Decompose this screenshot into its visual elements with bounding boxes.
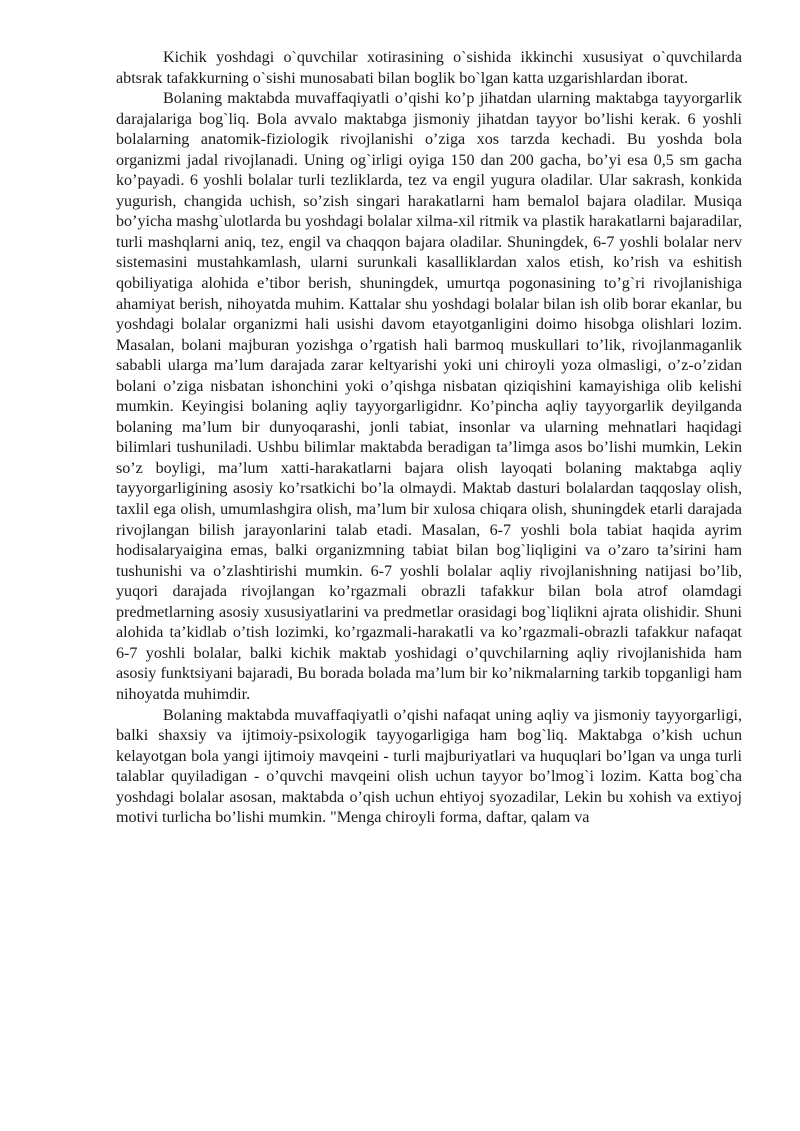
paragraph: Kichik yoshdagi o`quvchilar xotirasining o`sishida ikkinchi xususiyat o`quvchilarda abtsrak tafakkurning o`sishi munosabati bilan boglik bo`lgan katta uzgarishlardan iborat.: [116, 49, 742, 87]
paragraph: Bolaning maktabda muvaffaqiyatli o’qishi nafaqat uning aqliy va jismoniy tayyorgarligi, balki shaxsiy va ijtimoiy-psixologik tayyogarligiga ham bog`liq. Maktabga o’kish uchun kelayotgan bola yangi ijtimoiy mavqeini - turli majburiyatlari va huquqlari bo’lgan va unga turli talablar quyiladigan - o’quvchi mavqeini olish uchun tayyor bo’lmog`i lozim. Katta bog`cha yoshdagi bolalar asosan, maktabda o’qish uchun ehtiyoj syozadilar, Lekin bu xohish va extiyoj motivi turlicha bo’lishi mumkin. "Menga chiroyli forma, daftar, qalam va: [116, 706, 742, 827]
document-page: [116, 48, 742, 829]
paragraph: Bolaning maktabda muvaffaqiyatli o’qishi ko’p jihatdan ularning maktabga tayyorgarlik darajalariga bog`liq. Bola avvalo maktabga jismoniy jihatdan tayyor bo’lishi kerak. 6 yoshli bolalarning anatomik-fiziologik rivojlanishi o’ziga xos tarzda kechadi. Bu yoshda bola organizmi jadal rivojlanadi. Uning og`irligi oyiga 150 dan 200 gacha, bo’yi esa 0,5 sm gacha ko’payadi. 6 yoshli bolalar turli tezliklarda, tez va engil yugura oladilar. Ular sakrash, konkida yugurish, changida uchish, so’zish singari harakatlarni ham bemalol bajara oladilar. Musiqa bo’yicha mashg`ulotlarda bu yoshdagi bolalar xilma-xil ritmik va plastik harakatlarni bajaradilar, turli mashqlarni aniq, tez, engil va chaqqon bajara oladilar. Shuningdek, 6-7 yoshli bolalar nerv sistemasini mustahkamlash, ularni surunkali kasalliklardan xalos etish, ko’rish va eshitish qobiliyatiga alohida e’tibor berish, shuningdek, umurtqa pogonasining to’g`ri rivojlanishiga ahamiyat berish, nihoyatda muhim. Kattalar shu yoshdagi bolalar bilan ish olib borar ekanlar, bu yoshdagi bolalar organizmi hali usishi davom etayotganligini doimo hisobga olishlari lozim. Masalan, bolani majburan yozishga o’rgatish hali barmoq muskullari to’lik, rivojlanmaganlik sababli ularga ma’lum darajada zarar keltyarishi yoki uni chiroyli yoza olmasligi, o’z-o’zidan bolani o’ziga nisbatan ishonchini yoki o’qishga nisbatan qiziqishini kamayishiga olib kelishi mumkin. Keyingisi bolaning aqliy tayyorgarligidnr. Ko’pincha aqliy tayyorgarlik deyilganda bolaning ma’lum bir dunyoqarashi, jonli tabiat, insonlar va ularning mehnatlari haqidagi bilimlari tushuniladi. Ushbu bilimlar maktabda beradigan ta’limga asos bo’lishi mumkin, Lekin so’z boyligi, ma’lum xatti-harakatlarni bajara olish layoqati bolaning maktabga aqliy tayyorgarligining asosiy ko’rsatkichi bo’la olmaydi. Maktab dasturi bolalardan taqqoslay olish, taxlil ega olish, umumlashgira olish, ma’lum bir xulosa chiqara olish, shuningdek etarli darajada rivojlangan bilish jarayonlarini talab etadi. Masalan, 6-7 yoshli bola tabiat haqida ayrim hodisalaryaigina emas, balki organizmning tabiat bilan bog`liqligini va o’zaro ta’sirini ham tushunishi va o’zlashtirishi mumkin. 6-7 yoshli bolalar aqliy rivojlanishning natijasi bo’lib, yuqori darajada rivojlangan ko’rgazmali obrazli tafakkur bilan bola atrof olamdagi predmetlarning asosiy xususiyatlarini va predmetlar orasidagi bog`liqlikni ajrata olishidir. Shuni alohida ta’kidlab o’tish lozimki, ko’rgazmali-harakatli va ko’rgazmali-obrazli tafakkur nafaqat 6-7 yoshli bolalar, balki kichik maktab yoshidagi o’quvchilarning aqliy rivojlanishida ham asosiy funktsiyani bajaradi, Bu borada bolada ma’lum bir ko’nikmalarning tarkib topganligi ham nihoyatda muhimdir.: [116, 90, 742, 703]
